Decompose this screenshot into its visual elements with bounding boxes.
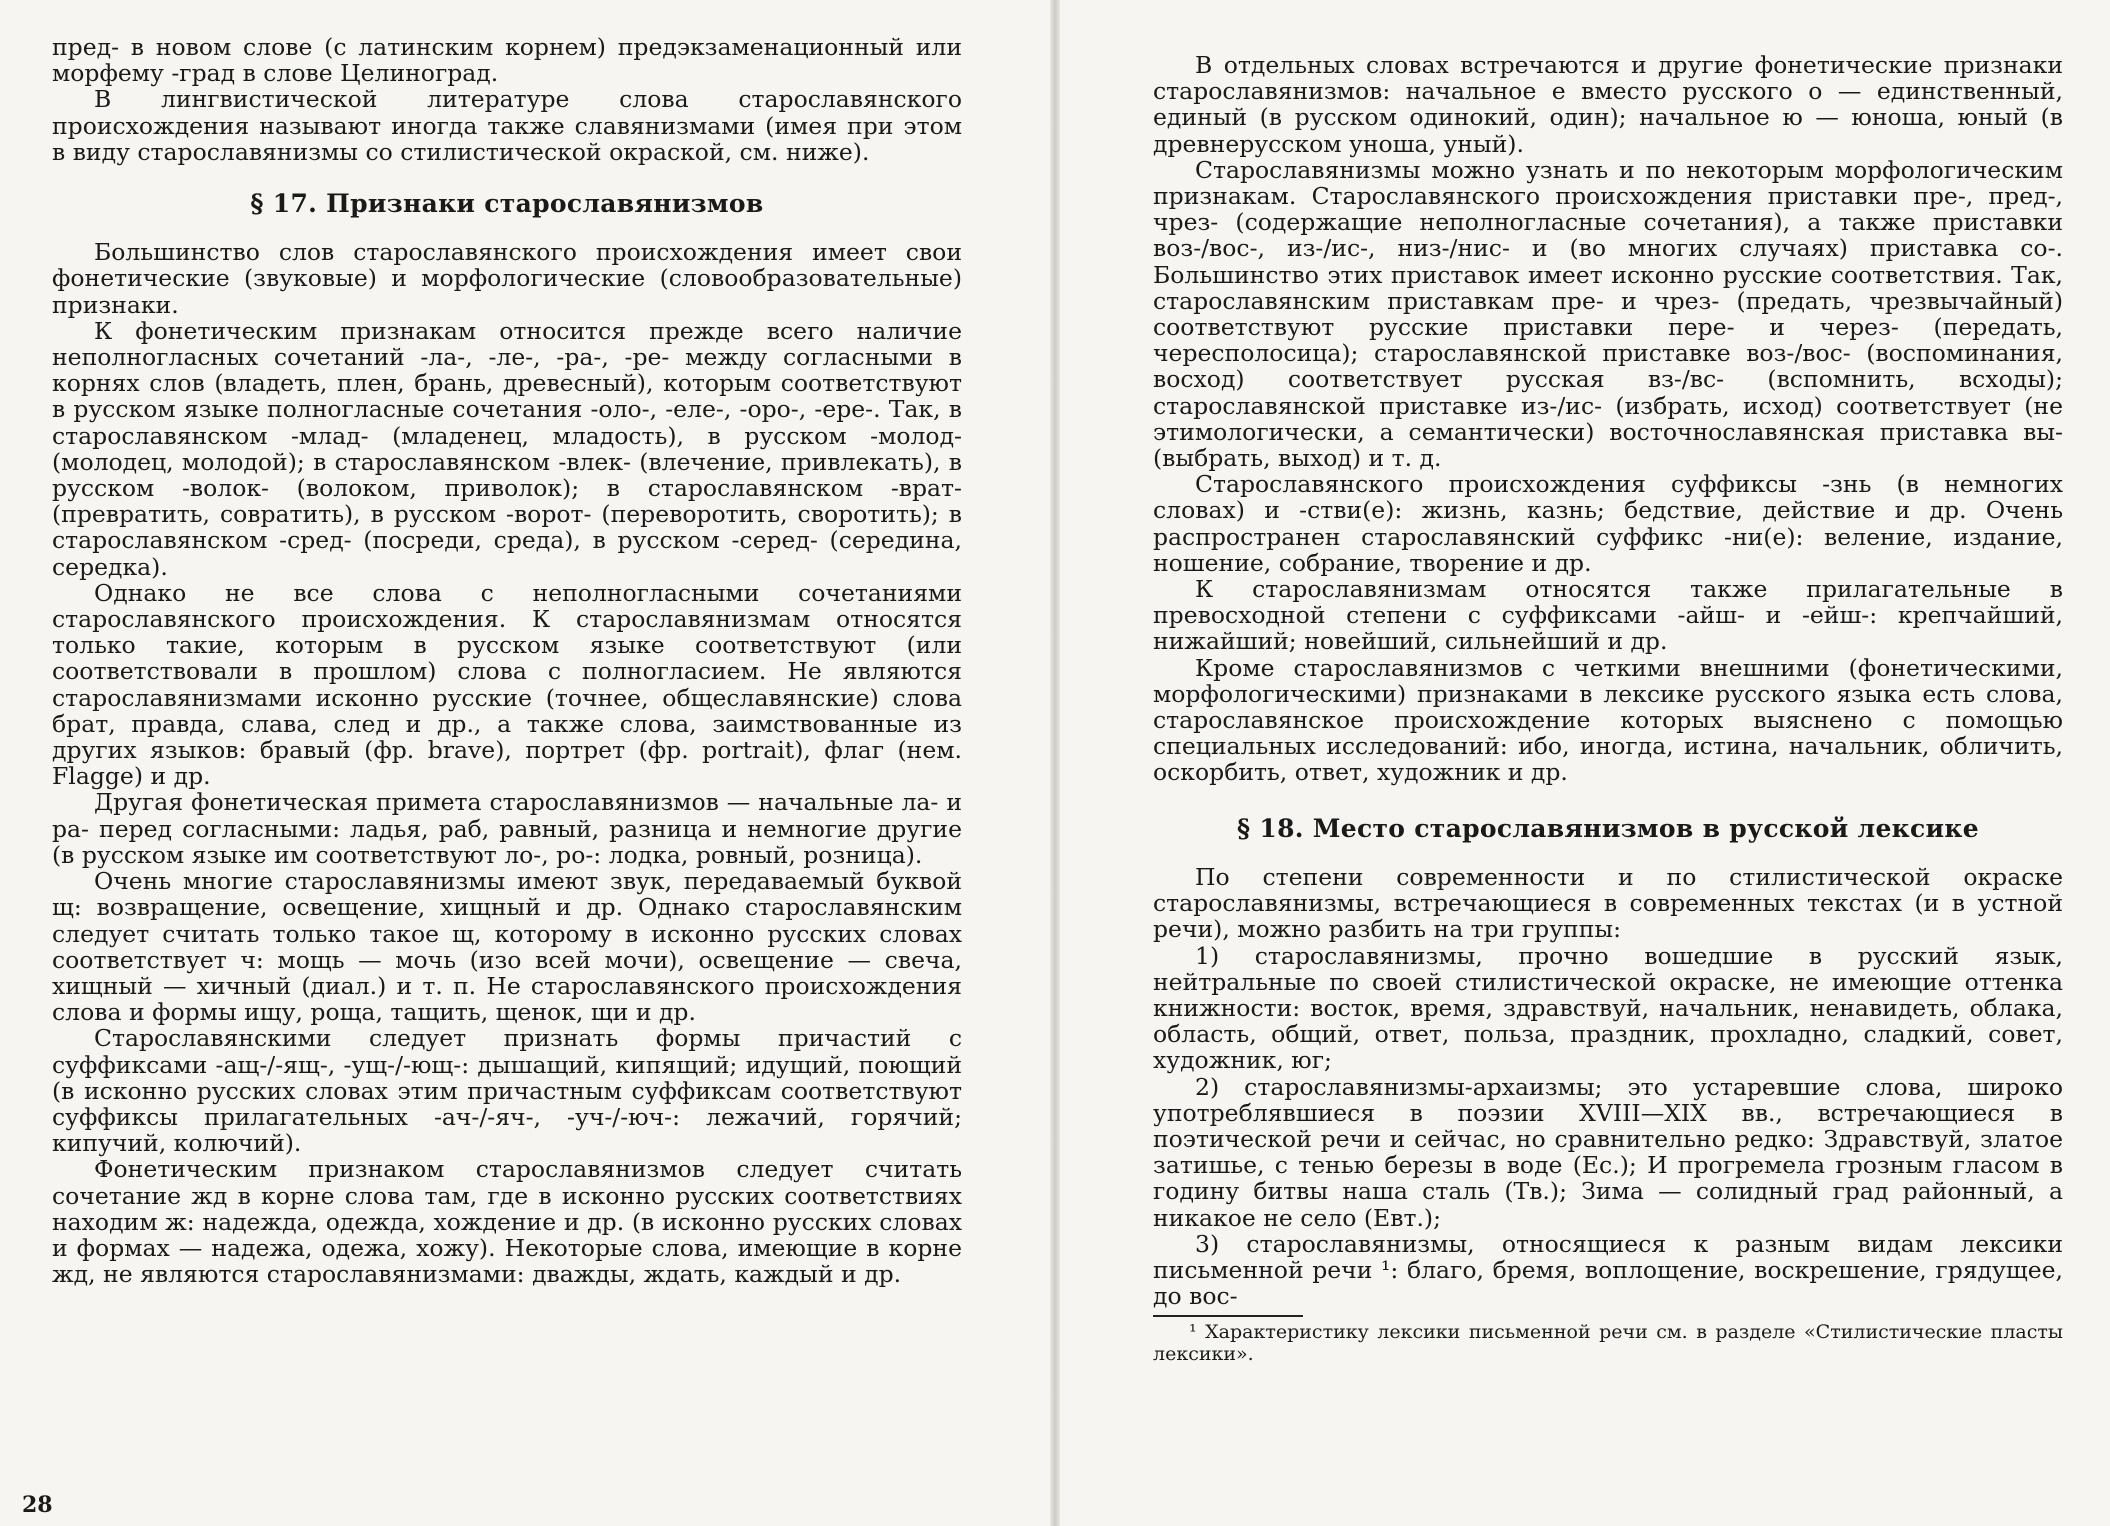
right-text-column	[1153, 52, 2063, 1365]
left-text-column	[52, 34, 962, 1287]
footnote: ¹ Характеристику лексики письменной речи см. в разделе «Стилистические пласты лексики».	[1153, 1321, 2063, 1366]
paragraph: Старославянскими следует признать формы причастий с суффиксами -ащ-/-ящ-, -ущ-/-ющ-: дышащий, кипящий; идущий, поющий (в исконно русских словах этим причастным суффиксам соответствуют суффиксы прилагательных -ач-/-яч-, -уч-/-юч-: лежачий, горячий; кипучий, колючий).	[52, 1024, 962, 1158]
paragraph: пред- в новом слове (с латинским корнем) предэкзаменационный или морфему -град в слове Целиноград.	[52, 33, 962, 88]
paragraph: Кроме старославянизмов с четкими внешними (фонетическими, морфологическими) признаками в лексике русского языка есть слова, старославянское происхождение которых выяснено с помощью специальных исследований: ибо, иногда, истина, начальник, обличить, оскорбить, ответ, художник и др.	[1153, 653, 2063, 787]
paragraph: Старославянизмы можно узнать и по некоторым морфологическим признакам. Старославянского происхождения приставки пре-, пред-, чрез- (содержащие неполногласные сочетания), а также приставки воз-/вос-, из-/ис-, низ-/нис- и (во многих случаях) приставка со-. Большинство этих приставок имеет исконно русские соответствия. Так, старославянским приставкам пре- и чрез- (предать, чрезвычайный) соответствуют русские приставки пере- и через- (передать, чересполосица); старославянской приставке воз-/вос- (воспоминания, восход) соответствует русская вз-/вс- (вспомнить, всходы); старославянской приставке из-/ис- (избрать, исход) соответствует (не этимологически, а семантически) восточнославянская приставка вы- (выбрать, выход) и т. д.	[1153, 155, 2063, 473]
paragraph: К старославянизмам относятся также прилагательные в превосходной степени с суффиксами -айш- и -ейш-: крепчайший, нижайший; новейший, сильнейший и др.	[1153, 575, 2063, 656]
paragraph: В отдельных словах встречаются и другие фонетические признаки старославянизмов: начальное е вместо русского о — единственный, единый (в русском одинокий, один); начальное ю — юноша, юный (в древнерусском уноша, уный).	[1153, 51, 2063, 158]
footnote-divider	[1153, 1315, 1303, 1317]
page-number: 28	[22, 1492, 53, 1518]
paragraph: Другая фонетическая примета старославянизмов — начальные ла- и ра- перед согласными: ладья, раб, равный, разница и немногие другие (в русском языке им соответствуют ло-, ро-: лодка, ровный, розница).	[52, 788, 962, 869]
paragraph: Очень многие старославянизмы имеют звук, передаваемый буквой щ: возвращение, освещение, хищный и др. Однако старославянским следует считать только такое щ, которому в исконно русских словах соответствует ч: мощь — мочь (изо всей мочи), освещение — свеча, хищный — хичный (диал.) и т. п. Не старославянского происхождения слова и формы ищу, роща, тащить, щенок, щи и др.	[52, 867, 962, 1027]
paragraph: Фонетическим признаком старославянизмов следует считать сочетание жд в корне слова там, где в исконно русских соответствиях находим ж: надежда, одежда, хождение и др. (в исконно русских словах и формах — надежа, одежа, хожу). Некоторые слова, имеющие в корне жд, не являются старославянизмами: дважды, ждать, каждый и др.	[52, 1155, 962, 1289]
paragraph: 1) старославянизмы, прочно вошедшие в русский язык, нейтральные по своей стилистической окраске, не имеющие оттенка книжности: восток, время, здравствуй, начальник, ненавидеть, облака, область, общий, ответ, польза, праздник, прохладно, сладкий, совет, художник, юг;	[1153, 941, 2063, 1075]
section-heading-17: § 17. Признаки старославянизмов	[250, 189, 764, 219]
paragraph: 2) старославянизмы-архаизмы; это устаревшие слова, широко употреблявшиеся в поэзии XVIII—XIX вв., встречающиеся в поэтической речи и сейчас, но сравнительно редко: Здравствуй, златое затишье, с тенью березы в воде (Ес.); И прогремела грозным гласом в годину битвы наша сталь (Тв.); Зима — солидный град районный, а никакое не село (Евт.);	[1153, 1072, 2063, 1232]
paragraph: В лингвистической литературе слова старославянского происхождения называют иногда также славянизмами (имея при этом в виду старославянизмы со стилистической окраской, см. ниже).	[52, 85, 962, 166]
right-page	[1055, 0, 2110, 1526]
paragraph: К фонетическим признакам относится прежде всего наличие неполногласных сочетаний -ла-, -ле-, -ра-, -ре- между согласными в корнях слов (владеть, плен, брань, древесный), которым соответствуют в русском языке полногласные сочетания -оло-, -еле-, -оро-, -ере-. Так, в старославянском -млад- (младенец, младость), в русском -молод- (молодец, молодой); в старославянском -влек- (влечение, привлекать), в русском -волок- (волоком, приволок); в старославянском -врат- (превратить, совратить), в русском -ворот- (переворотить, своротить); в старославянском -сред- (посреди, среда), в русском -серед- (середина, середка).	[52, 316, 962, 581]
section-heading-18: § 18. Место старославянизмов в русской лексике	[1237, 813, 1979, 843]
paragraph: Однако не все слова с неполногласными сочетаниями старославянского происхождения. К старославянизмам относятся только такие, которым в русском языке соответствуют (или соответствовали в прошлом) слова с полногласием. Не являются старославянизмами исконно русские (точнее, общеславянские) слова брат, правда, слава, след и др., а также слова, заимствованные из других языков: бравый (фр. brave), портрет (фр. portrait), флаг (нем. Flagge) и др.	[52, 578, 962, 791]
paragraph: По степени современности и по стилистической окраске старославянизмы, встречающиеся в современных текстах (и в устной речи), можно разбить на три группы:	[1153, 862, 2063, 944]
paragraph: Старославянского происхождения суффиксы -знь (в немногих словах) и -стви(е): жизнь, казнь; бедствие, действие и др. Очень распространен старославянский суффикс -ни(е): веление, издание, ношение, собрание, творение и др.	[1153, 470, 2063, 577]
paragraph: Большинство слов старославянского происхождения имеет свои фонетические (звуковые) и морфологические (словообразовательные) признаки.	[52, 238, 962, 319]
paragraph: 3) старославянизмы, относящиеся к разным видам лексики письменной речи ¹: благо, бремя, воплощение, воскрешение, грядущее, до вос-	[1153, 1229, 2063, 1311]
